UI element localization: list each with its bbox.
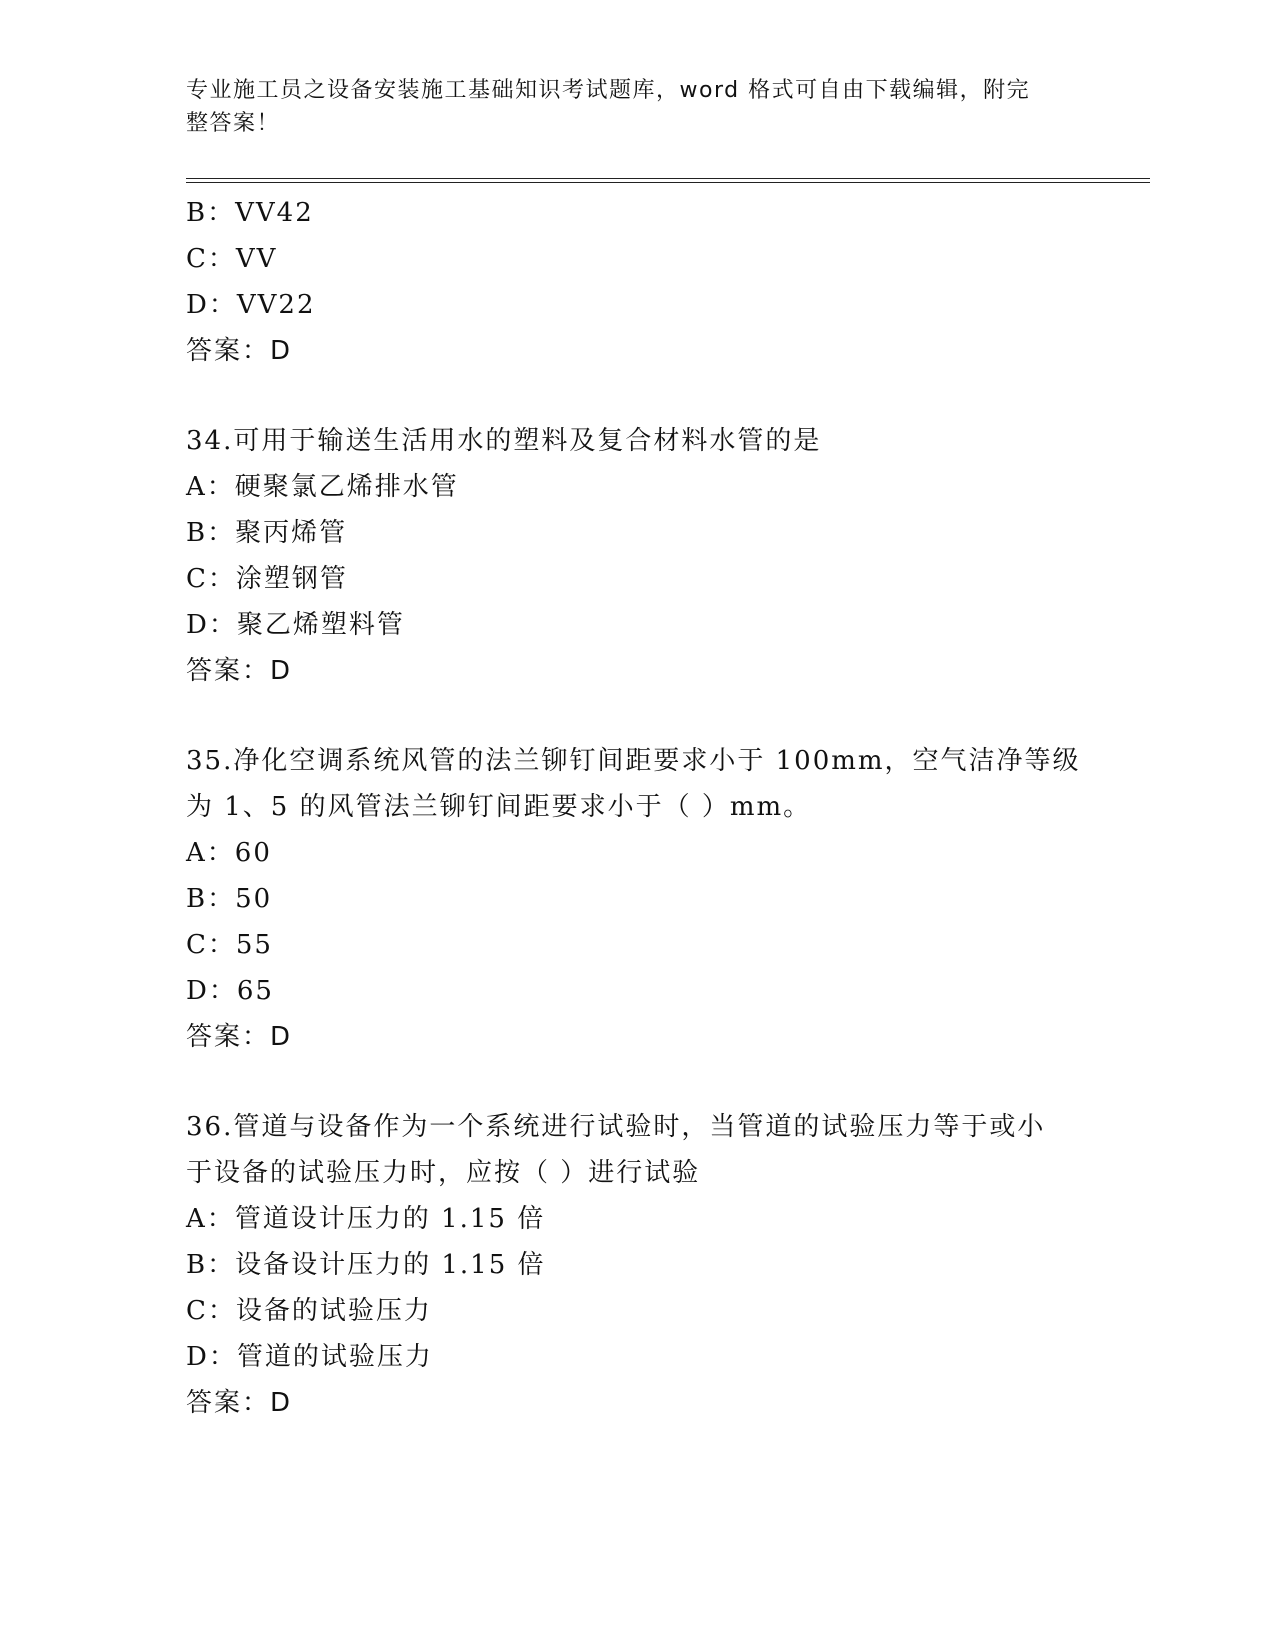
question-stem: 36.管道与设备作为一个系统进行试验时，当管道的试验压力等于或小 <box>186 1112 1046 1142</box>
question-content <box>186 190 1086 1426</box>
answer-line: 答案：D <box>186 656 293 686</box>
option-a: A：60 <box>186 838 272 868</box>
question-stem-continued: 于设备的试验压力时，应按（ ）进行试验 <box>186 1158 701 1188</box>
option-b: B：设备设计压力的 1.15 倍 <box>186 1250 546 1280</box>
header-line-1: 专业施工员之设备安装施工基础知识考试题库，word 格式可自由下载编辑，附完 <box>186 78 1031 103</box>
question-34 <box>186 418 1086 694</box>
option-c: C：设备的试验压力 <box>186 1296 432 1326</box>
header-rule-top <box>186 178 1150 179</box>
question-33-continued <box>186 190 1086 374</box>
option-b: B：VV42 <box>186 198 314 228</box>
question-stem: 34.可用于输送生活用水的塑料及复合材料水管的是 <box>186 426 822 456</box>
option-c: C：55 <box>186 930 273 960</box>
question-stem-continued: 为 1、5 的风管法兰铆钉间距要求小于（ ）mm。 <box>186 792 812 822</box>
header-line-2: 整答案！ <box>186 111 281 136</box>
option-d: D：65 <box>186 976 274 1006</box>
question-stem: 35.净化空调系统风管的法兰铆钉间距要求小于 100mm，空气洁净等级 <box>186 746 1081 776</box>
option-a: A：硬聚氯乙烯排水管 <box>186 472 459 502</box>
option-b: B：聚丙烯管 <box>186 518 348 548</box>
question-gap <box>186 694 1086 738</box>
option-d: D：聚乙烯塑料管 <box>186 610 405 640</box>
answer-line: 答案：D <box>186 1388 293 1418</box>
option-a: A：管道设计压力的 1.15 倍 <box>186 1204 546 1234</box>
answer-line: 答案：D <box>186 1022 293 1052</box>
option-c: C：VV <box>186 244 278 274</box>
answer-line: 答案：D <box>186 336 293 366</box>
question-35 <box>186 738 1086 1060</box>
question-gap <box>186 1060 1086 1104</box>
document-header <box>186 74 1076 140</box>
option-d: D：VV22 <box>186 290 316 320</box>
option-c: C：涂塑钢管 <box>186 564 348 594</box>
question-gap <box>186 374 1086 418</box>
option-b: B：50 <box>186 884 273 914</box>
question-36 <box>186 1104 1086 1426</box>
header-rule-bottom <box>186 182 1150 183</box>
option-d: D：管道的试验压力 <box>186 1342 433 1372</box>
